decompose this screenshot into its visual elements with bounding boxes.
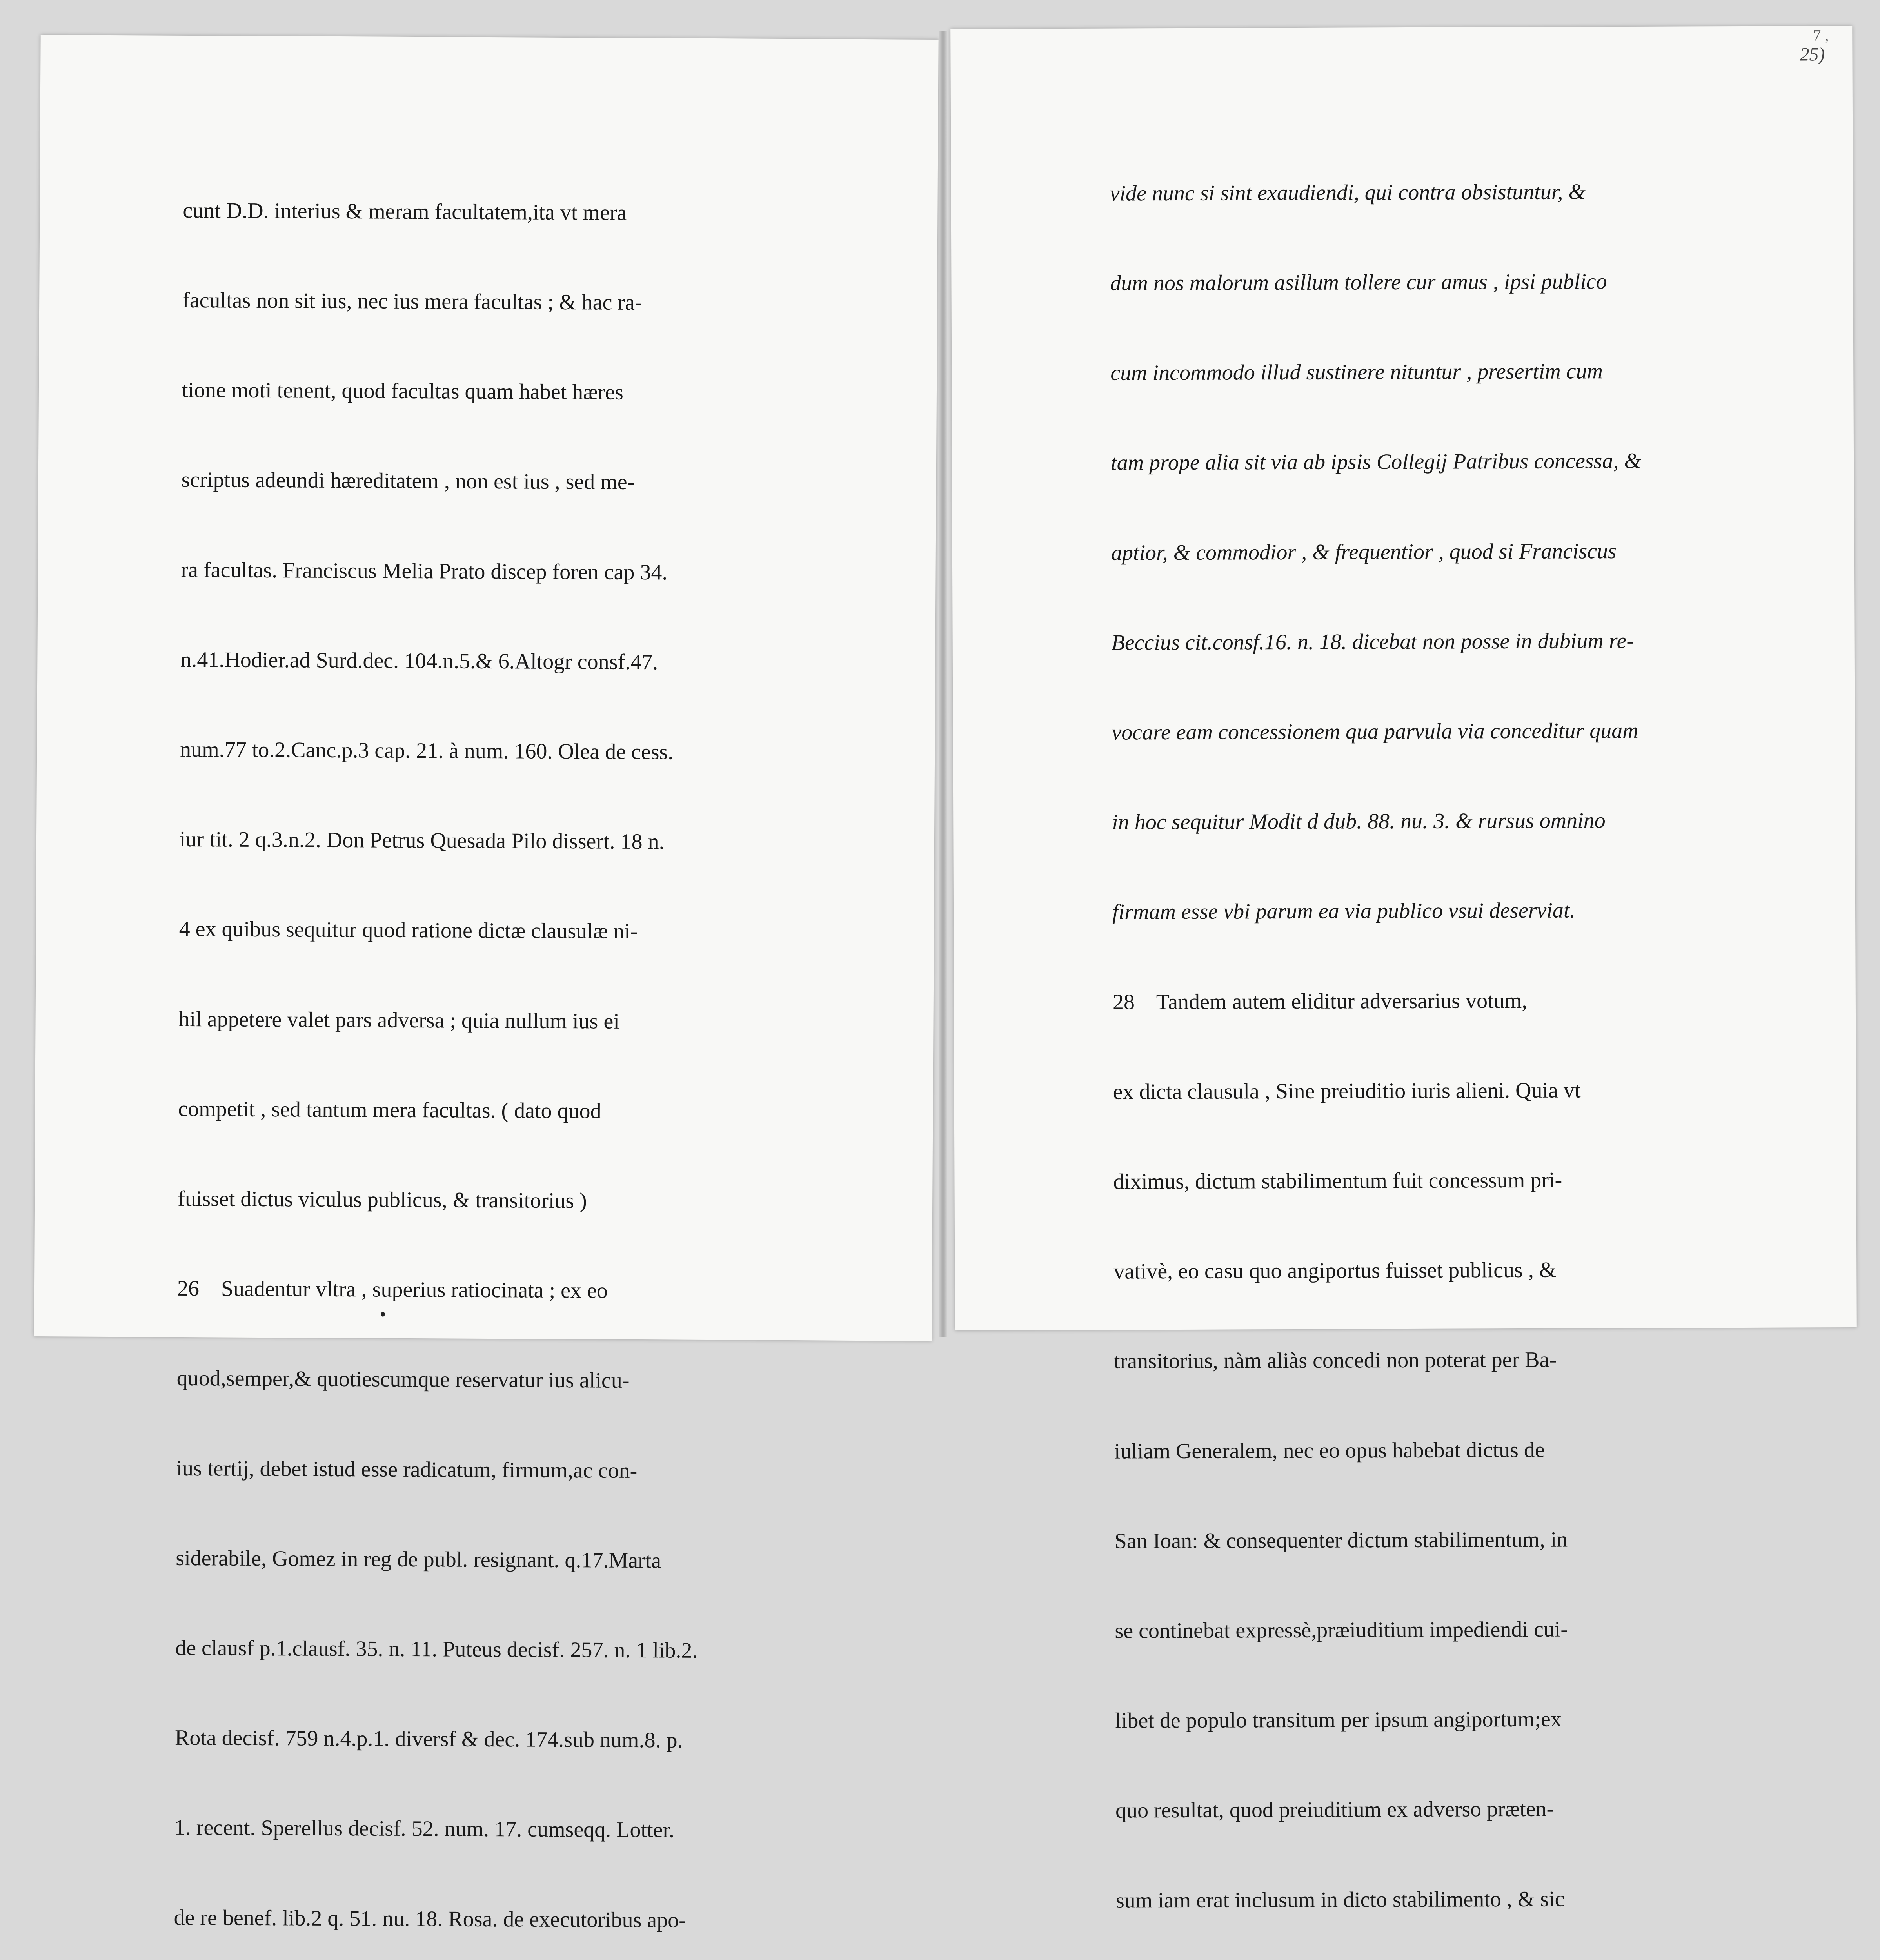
text-line: tam prope alia sit via ab ipsis Collegij Patribus concessa, & [1110,449,1641,475]
text-line: libet de populo transitum per ipsum angiportum;ex [1115,1707,1562,1733]
text-line: facultas non sit ius, nec ius mera facultas ; & hac ra- [182,288,642,315]
text-line: n.41.Hodier.ad Surd.dec. 104.n.5.& 6.Altogr consf.47. [180,647,658,675]
book-gutter [939,31,947,1337]
text-line: de re benef. lib.2 q. 51. nu. 18. Rosa. de executoribus apo- [174,1905,687,1933]
text-line: cum incommodo illud sustinere nituntur , presertim cum [1110,359,1603,385]
text-line: 4 ex quibus sequitur quod ratione dictæ clausulæ ni- [179,917,638,944]
text-line: firmam esse vbi parum ea via publico vsui deserviat. [1112,898,1575,925]
text-line: tione moti tenent, quod facultas quam habet hæres [182,378,624,405]
text-line: num.77 to.2.Canc.p.3 cap. 21. à num. 160. Olea de cess. [180,737,674,764]
text-line: de clausf p.1.clausf. 35. n. 11. Puteus decisf. 257. n. 1 lib.2. [175,1635,698,1663]
text-line: San Ioan: & consequenter dictum stabilimentum, in [1114,1527,1568,1553]
right-page [950,26,1857,1913]
text-line: cunt D.D. interius & meram facultatem,ita vt mera [183,198,627,225]
text-line: ra facultas. Franciscus Melia Prato discep foren cap 34. [181,557,668,585]
text-line: iuliam Generalem, nec eo opus habebat dictus de [1114,1437,1545,1464]
text-line: ex dicta clausula , Sine preiuditio iuris alieni. Quia vt [1113,1078,1581,1104]
text-line: Rota decisf. 759 n.4.p.1. diversf & dec. 174.sub num.8. p. [174,1726,683,1753]
text-line: Beccius cit.consf.16. n. 18. dicebat non posse in dubium re- [1111,628,1634,655]
paragraph-28-start: 28 Tandem autem eliditur adversarius votum, [1112,988,1528,1014]
left-page-text [166,136,779,1960]
text-line: scriptus adeundi hæreditatem , non est ius , sed me- [181,468,635,495]
folio-number: 25) [1800,44,1825,65]
text-line: aptior, & commodior , & frequentior , quod si Franciscus [1111,539,1617,565]
text-line: quo resultat, quod preiuditium ex adverso præten- [1115,1797,1554,1823]
text-line: in hoc sequitur Modit d dub. 88. nu. 3. & rursus omnino [1112,808,1606,835]
left-page [34,35,938,1933]
text-line: vativè, eo casu quo angiportus fuisset publicus , & [1113,1258,1557,1284]
text-line: vocare eam concessionem qua parvula via conceditur quam [1112,718,1638,745]
text-line: transitorius, nàm aliàs concedi non poterat per Ba- [1113,1348,1557,1374]
text-line: diximus, dictum stabilimentum fuit concessum pri- [1113,1168,1562,1194]
text-line: competit , sed tantum mera facultas. ( dato quod [178,1096,601,1123]
text-line: quod,semper,& quotiescumque reservatur ius alicu- [176,1366,630,1393]
text-line: fuisset dictus viculus publicus, & transitorius ) [178,1186,587,1213]
text-line: ius tertij, debet istud esse radicatum, firmum,ac con- [176,1456,638,1483]
text-line: dum nos malorum asillum tollere cur amus , ipsi publico [1110,269,1607,296]
text-line: hil appetere valet pars adversa ; quia nullum ius ei [178,1007,620,1034]
text-line: vide nunc si sint exaudiendi, qui contra obsistuntur, & [1110,180,1586,206]
text-line: siderabile, Gomez in reg de publ. resignant. q.17.Marta [176,1546,661,1573]
text-line: 1. recent. Sperellus decisf. 52. num. 17. cumseqq. Lotter. [174,1815,675,1843]
right-page-text [1110,117,1670,1960]
ink-spot [381,1312,385,1317]
text-line: iur tit. 2 q.3.n.2. Don Petrus Quesada Pilo dissert. 18 n. [179,827,665,854]
paragraph-26-start: 26 Suadentur vltra , superius ratiocinata ; ex eo [177,1276,608,1303]
text-line: se continebat expressè,præiuditium impediendi cui- [1115,1617,1568,1643]
text-line: sum iam erat inclusum in dicto stabilimento , & sic [1115,1887,1565,1913]
corner-mark: 7 , [1813,26,1829,44]
